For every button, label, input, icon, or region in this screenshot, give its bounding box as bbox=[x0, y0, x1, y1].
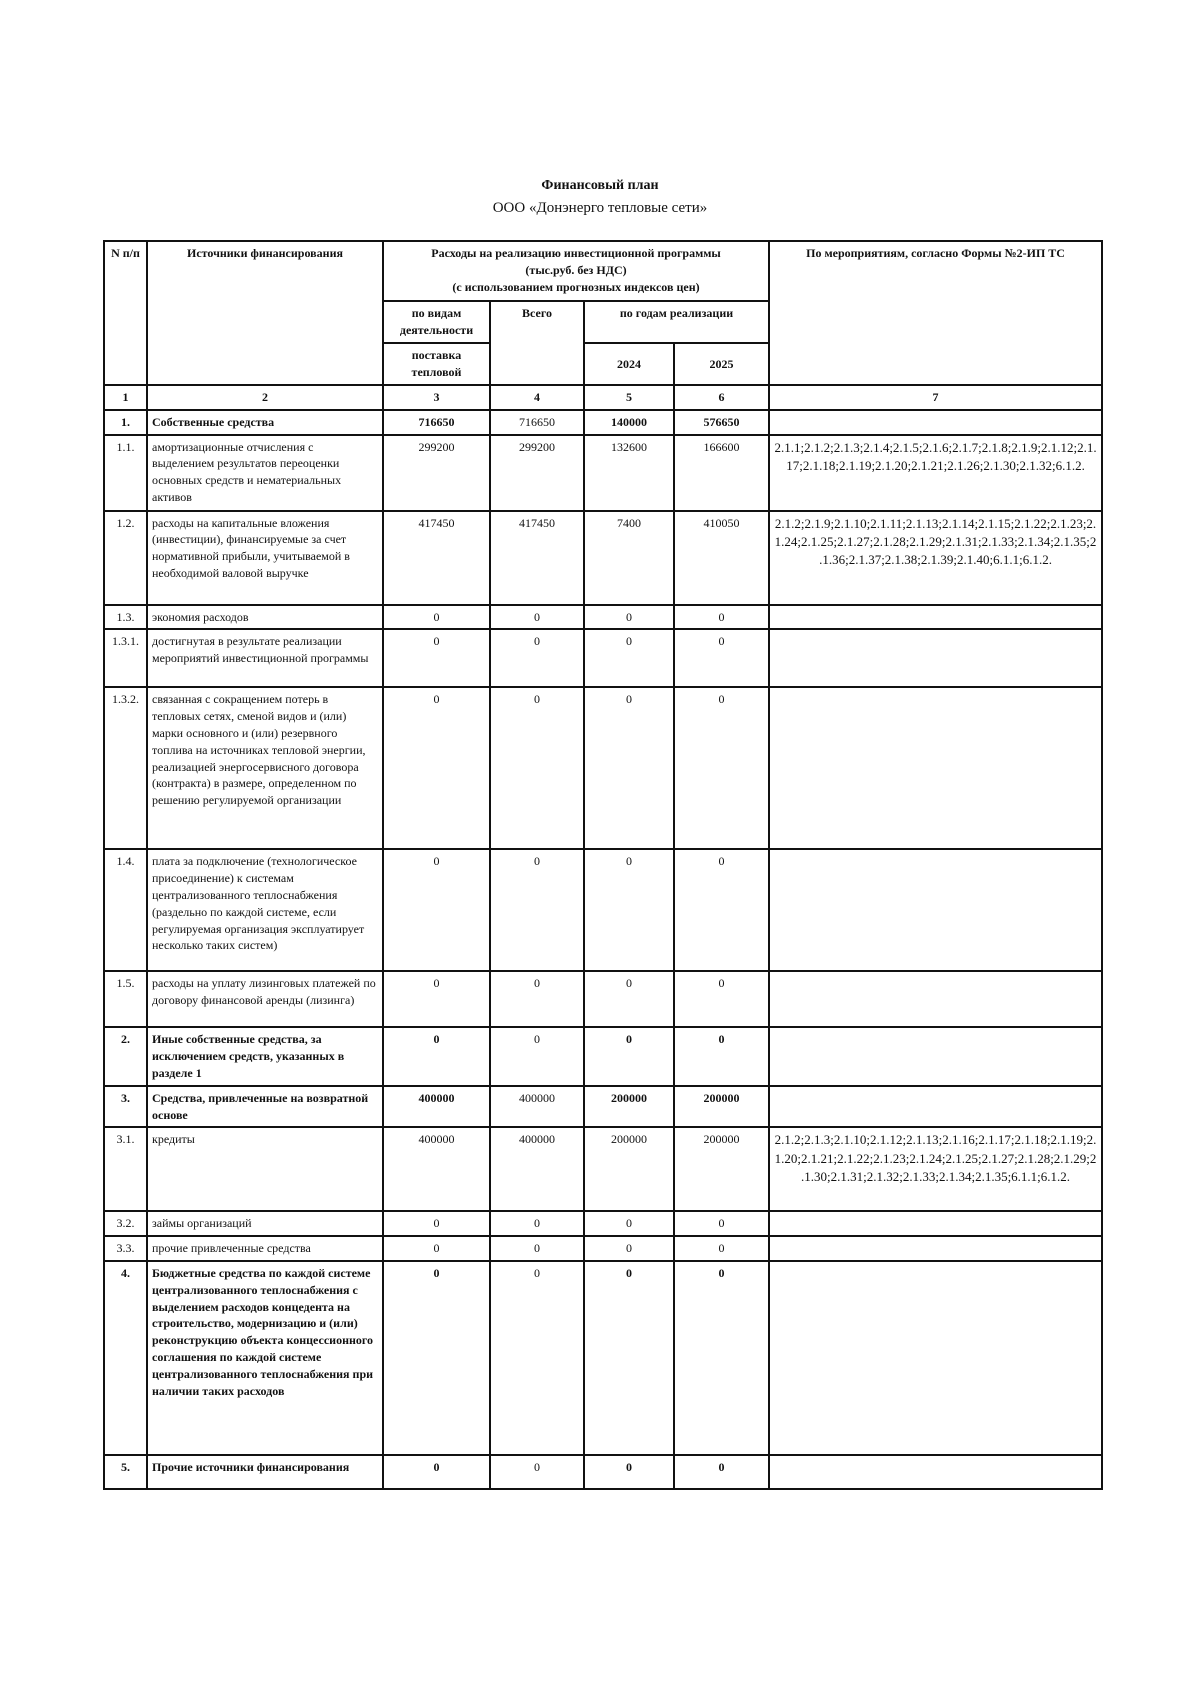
header-expenses-line1: Расходы на реализацию инвестиционной программы bbox=[431, 246, 721, 260]
header-by-activity: по видам деятельности bbox=[383, 301, 490, 343]
row-2025-value: 200000 bbox=[674, 1086, 769, 1128]
table-row bbox=[104, 511, 1102, 605]
row-2024-value: 0 bbox=[584, 1236, 674, 1261]
row-2024-value: 0 bbox=[584, 605, 674, 630]
table-row bbox=[104, 971, 1102, 1027]
row-source: кредиты bbox=[147, 1127, 383, 1211]
row-2025-value: 166600 bbox=[674, 435, 769, 511]
row-2025-value: 0 bbox=[674, 1455, 769, 1489]
row-supply-value: 0 bbox=[383, 1027, 490, 1085]
row-number: 3.3. bbox=[104, 1236, 147, 1261]
row-events: 2.1.2;2.1.3;2.1.10;2.1.12;2.1.13;2.1.16;2.1.17;2.1.18;2.1.19;2.1.20;2.1.21;2.1.22;2.1.23;2.1.24;2.1.25;2.1.27;2.1.28;2.1.29;2.1.30;2.1.31;2.1.32;2.1.33;2.1.34;2.1.35;6.1.1;6.1.2. bbox=[769, 1127, 1102, 1211]
row-number: 3.1. bbox=[104, 1127, 147, 1211]
row-2025-value: 0 bbox=[674, 1027, 769, 1085]
row-events bbox=[769, 971, 1102, 1027]
row-number: 1.4. bbox=[104, 849, 147, 971]
row-source: Бюджетные средства по каждой системе централизованного теплоснабжения с выделением расходов концедента на строительство, модернизацию и (или) реконструкцию объекта концессионного соглашения по каждой системе централизованного теплоснабжения при наличии таких расходов bbox=[147, 1261, 383, 1455]
column-number: 4 bbox=[490, 385, 584, 410]
table-row bbox=[104, 1027, 1102, 1085]
table-row bbox=[104, 1236, 1102, 1261]
row-number: 1.3.2. bbox=[104, 687, 147, 849]
row-2025-value: 410050 bbox=[674, 511, 769, 605]
row-supply-value: 0 bbox=[383, 1261, 490, 1455]
row-2024-value: 0 bbox=[584, 971, 674, 1027]
row-supply-value: 716650 bbox=[383, 410, 490, 435]
row-supply-value: 0 bbox=[383, 687, 490, 849]
row-2024-value: 0 bbox=[584, 1455, 674, 1489]
table-row bbox=[104, 410, 1102, 435]
row-2025-value: 0 bbox=[674, 1211, 769, 1236]
row-2024-value: 0 bbox=[584, 1027, 674, 1085]
table-body bbox=[104, 241, 1102, 1489]
row-2024-value: 0 bbox=[584, 1261, 674, 1455]
row-source: Собственные средства bbox=[147, 410, 383, 435]
column-number: 5 bbox=[584, 385, 674, 410]
header-by-years: по годам реализации bbox=[584, 301, 769, 343]
row-number: 1.3.1. bbox=[104, 629, 147, 687]
row-events bbox=[769, 1027, 1102, 1085]
row-2025-value: 0 bbox=[674, 1236, 769, 1261]
row-2025-value: 576650 bbox=[674, 410, 769, 435]
row-total-value: 0 bbox=[490, 687, 584, 849]
row-2024-value: 0 bbox=[584, 629, 674, 687]
row-events bbox=[769, 687, 1102, 849]
table-row bbox=[104, 605, 1102, 630]
row-2025-value: 0 bbox=[674, 605, 769, 630]
row-events bbox=[769, 629, 1102, 687]
row-total-value: 716650 bbox=[490, 410, 584, 435]
column-number: 2 bbox=[147, 385, 383, 410]
row-2024-value: 7400 bbox=[584, 511, 674, 605]
row-source: расходы на капитальные вложения (инвестиции), финансируемые за счет нормативной прибыли, учитываемой в необходимой валовой выручке bbox=[147, 511, 383, 605]
header-total: Всего bbox=[490, 301, 584, 385]
header-expenses-line2: (тыс.руб. без НДС) bbox=[525, 262, 627, 277]
table-row bbox=[104, 687, 1102, 849]
row-total-value: 299200 bbox=[490, 435, 584, 511]
row-source: займы организаций bbox=[147, 1211, 383, 1236]
row-total-value: 0 bbox=[490, 1455, 584, 1489]
row-total-value: 0 bbox=[490, 1211, 584, 1236]
financial-plan-table bbox=[103, 240, 1103, 1490]
row-supply-value: 0 bbox=[383, 849, 490, 971]
row-2025-value: 0 bbox=[674, 1261, 769, 1455]
row-supply-value: 0 bbox=[383, 1455, 490, 1489]
row-events bbox=[769, 1236, 1102, 1261]
row-2024-value: 140000 bbox=[584, 410, 674, 435]
row-2024-value: 200000 bbox=[584, 1127, 674, 1211]
row-source: прочие привлеченные средства bbox=[147, 1236, 383, 1261]
row-source: Прочие источники финансирования bbox=[147, 1455, 383, 1489]
table-row bbox=[104, 1086, 1102, 1128]
row-total-value: 0 bbox=[490, 605, 584, 630]
row-2024-value: 0 bbox=[584, 687, 674, 849]
header-no: N п/п bbox=[104, 241, 147, 385]
row-source: расходы на уплату лизинговых платежей по договору финансовой аренды (лизинга) bbox=[147, 971, 383, 1027]
row-supply-value: 299200 bbox=[383, 435, 490, 511]
row-events bbox=[769, 410, 1102, 435]
row-events bbox=[769, 1455, 1102, 1489]
row-total-value: 0 bbox=[490, 629, 584, 687]
row-source: связанная с сокращением потерь в тепловых сетях, сменой видов и (или) марки основного и (или) резервного топлива на источниках тепловой энергии, реализацией энергосервисного договора (контракта) в размере, определенном по решению регулируемой организации bbox=[147, 687, 383, 849]
header-source: Источники финансирования bbox=[147, 241, 383, 385]
header-expenses bbox=[383, 241, 769, 301]
organization-name: ООО «Донэнерго тепловые сети» bbox=[492, 200, 708, 216]
table-row bbox=[104, 849, 1102, 971]
row-total-value: 0 bbox=[490, 971, 584, 1027]
row-2025-value: 0 bbox=[674, 629, 769, 687]
row-total-value: 0 bbox=[490, 1261, 584, 1455]
row-source: Средства, привлеченные на возвратной основе bbox=[147, 1086, 383, 1128]
row-events: 2.1.2;2.1.9;2.1.10;2.1.11;2.1.13;2.1.14;2.1.15;2.1.22;2.1.23;2.1.24;2.1.25;2.1.27;2.1.28;2.1.29;2.1.31;2.1.33;2.1.34;2.1.35;2.1.36;2.1.37;2.1.38;2.1.39;2.1.40;6.1.1;6.1.2. bbox=[769, 511, 1102, 605]
row-2024-value: 200000 bbox=[584, 1086, 674, 1128]
column-number: 3 bbox=[383, 385, 490, 410]
row-events bbox=[769, 1211, 1102, 1236]
row-total-value: 0 bbox=[490, 1027, 584, 1085]
row-source: плата за подключение (технологическое присоединение) к системам централизованного теплоснабжения (раздельно по каждой системе, если регулируемая организация эксплуатирует несколько таких систем) bbox=[147, 849, 383, 971]
row-total-value: 417450 bbox=[490, 511, 584, 605]
row-2024-value: 0 bbox=[584, 1211, 674, 1236]
row-number: 3.2. bbox=[104, 1211, 147, 1236]
table-row bbox=[104, 1261, 1102, 1455]
row-supply-value: 0 bbox=[383, 605, 490, 630]
row-supply-value: 0 bbox=[383, 1211, 490, 1236]
header-expenses-line3: (с использованием прогнозных индексов цен) bbox=[452, 279, 700, 294]
row-number: 1.3. bbox=[104, 605, 147, 630]
row-2024-value: 0 bbox=[584, 849, 674, 971]
header-year-2025: 2025 bbox=[674, 343, 769, 385]
row-2025-value: 0 bbox=[674, 849, 769, 971]
column-number: 1 bbox=[104, 385, 147, 410]
row-supply-value: 400000 bbox=[383, 1127, 490, 1211]
column-number-row bbox=[104, 385, 1102, 410]
row-events bbox=[769, 1261, 1102, 1455]
row-number: 1.1. bbox=[104, 435, 147, 511]
row-supply-value: 417450 bbox=[383, 511, 490, 605]
column-number: 6 bbox=[674, 385, 769, 410]
row-total-value: 400000 bbox=[490, 1127, 584, 1211]
row-2025-value: 0 bbox=[674, 971, 769, 1027]
table-row bbox=[104, 1455, 1102, 1489]
row-source: экономия расходов bbox=[147, 605, 383, 630]
row-total-value: 400000 bbox=[490, 1086, 584, 1128]
row-number: 5. bbox=[104, 1455, 147, 1489]
row-source: достигнутая в результате реализации мероприятий инвестиционной программы bbox=[147, 629, 383, 687]
row-source: Иные собственные средства, за исключением средств, указанных в разделе 1 bbox=[147, 1027, 383, 1085]
row-supply-value: 0 bbox=[383, 1236, 490, 1261]
table-row bbox=[104, 629, 1102, 687]
header-row-1 bbox=[104, 241, 1102, 301]
row-number: 1. bbox=[104, 410, 147, 435]
header-year-2024: 2024 bbox=[584, 343, 674, 385]
row-source: амортизационные отчисления с выделением результатов переоценки основных средств и нематериальных активов bbox=[147, 435, 383, 511]
row-total-value: 0 bbox=[490, 1236, 584, 1261]
row-events: 2.1.1;2.1.2;2.1.3;2.1.4;2.1.5;2.1.6;2.1.7;2.1.8;2.1.9;2.1.12;2.1.17;2.1.18;2.1.19;2.1.20;2.1.21;2.1.26;2.1.30;2.1.32;6.1.2. bbox=[769, 435, 1102, 511]
row-events bbox=[769, 605, 1102, 630]
row-number: 4. bbox=[104, 1261, 147, 1455]
row-total-value: 0 bbox=[490, 849, 584, 971]
header-events: По мероприятиям, согласно Формы №2-ИП ТС bbox=[769, 241, 1102, 385]
row-events bbox=[769, 849, 1102, 971]
row-supply-value: 0 bbox=[383, 971, 490, 1027]
row-events bbox=[769, 1086, 1102, 1128]
table-row bbox=[104, 1211, 1102, 1236]
row-supply-value: 400000 bbox=[383, 1086, 490, 1128]
row-number: 3. bbox=[104, 1086, 147, 1128]
table-row bbox=[104, 1127, 1102, 1211]
column-number: 7 bbox=[769, 385, 1102, 410]
row-number: 2. bbox=[104, 1027, 147, 1085]
table-row bbox=[104, 435, 1102, 511]
row-supply-value: 0 bbox=[383, 629, 490, 687]
header-supply: поставка тепловой bbox=[383, 343, 490, 385]
document-title: Финансовый план bbox=[541, 178, 659, 193]
row-2025-value: 200000 bbox=[674, 1127, 769, 1211]
row-number: 1.5. bbox=[104, 971, 147, 1027]
row-number: 1.2. bbox=[104, 511, 147, 605]
row-2024-value: 132600 bbox=[584, 435, 674, 511]
row-2025-value: 0 bbox=[674, 687, 769, 849]
